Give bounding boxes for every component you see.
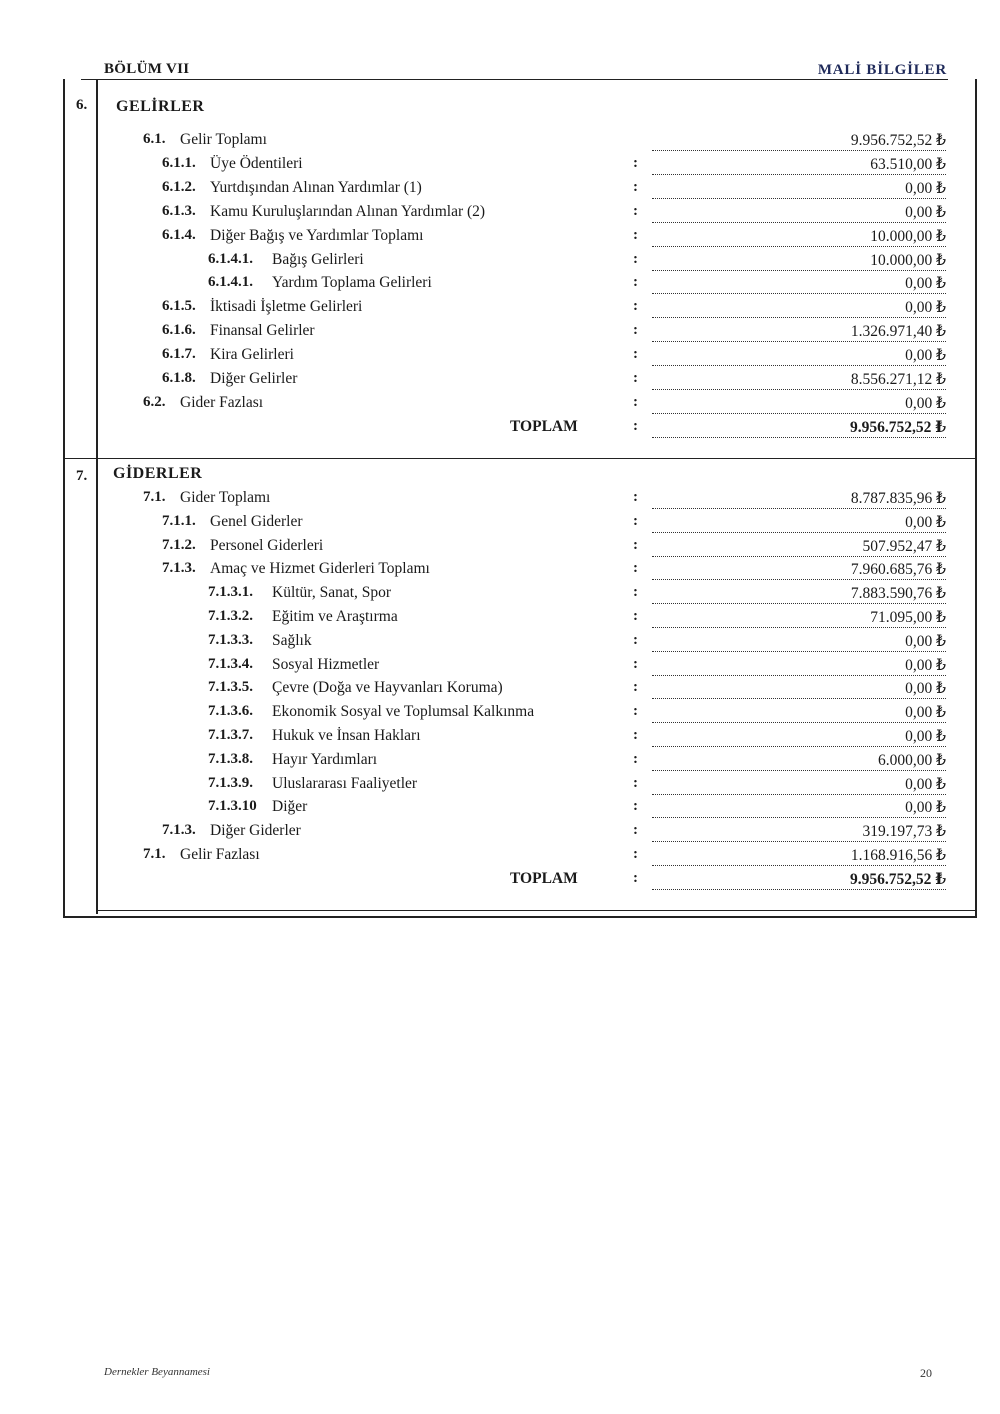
row-colon: : <box>633 417 638 434</box>
row-colon: : <box>633 202 638 219</box>
table-row <box>0 131 1000 153</box>
row-colon: : <box>633 846 638 862</box>
row-code: 7.1. <box>143 489 166 505</box>
table-row <box>0 394 1000 416</box>
row-code: 7.1.3.7. <box>208 727 253 743</box>
row-value: 1.168.916,56 ₺ <box>652 846 946 866</box>
total-value: 9.956.752,52 ₺ <box>652 870 946 890</box>
table-row <box>0 656 1000 678</box>
row-label: Diğer Bağış ve Yardımlar Toplamı <box>210 226 424 244</box>
total-value: 9.956.752,52 ₺ <box>652 418 946 438</box>
table-row <box>0 203 1000 225</box>
row-label: Diğer <box>272 798 308 816</box>
table-row <box>0 608 1000 630</box>
row-value: 0,00 ₺ <box>652 346 946 366</box>
row-value: 0,00 ₺ <box>652 179 946 199</box>
row-value: 0,00 ₺ <box>652 513 946 533</box>
row-colon: : <box>633 774 638 791</box>
row-colon: : <box>633 298 638 315</box>
table-row <box>0 798 1000 820</box>
row-label: Gelir Toplamı <box>180 131 267 148</box>
inner-bottom-rule <box>96 910 975 911</box>
table-row <box>0 513 1000 535</box>
row-code: 7.1.2. <box>162 536 196 553</box>
row-code: 6.1. <box>143 131 166 147</box>
row-code: 7.1.3.1. <box>208 584 253 601</box>
row-colon: : <box>633 154 638 171</box>
total-row <box>0 418 1000 440</box>
row-label: Yurtdışından Alınan Yardımlar (1) <box>210 178 422 196</box>
table-row <box>0 251 1000 273</box>
row-value: 0,00 ₺ <box>652 798 946 818</box>
row-colon: : <box>633 822 638 839</box>
table-row <box>0 155 1000 177</box>
row-value: 0,00 ₺ <box>652 274 946 294</box>
table-row <box>0 679 1000 701</box>
row-code: 7.1.3. <box>162 560 196 577</box>
total-label: TOPLAM <box>510 869 578 887</box>
row-label: Hayır Yardımları <box>272 750 378 768</box>
row-value: 0,00 ₺ <box>652 394 946 414</box>
row-value: 71.095,00 ₺ <box>652 608 946 628</box>
table-row <box>0 274 1000 296</box>
row-value: 1.326.971,40 ₺ <box>652 322 946 342</box>
row-colon: : <box>633 250 638 267</box>
row-value: 0,00 ₺ <box>652 656 946 676</box>
gelirler-title: GELİRLER <box>116 98 205 115</box>
table-row <box>0 584 1000 606</box>
table-row <box>0 775 1000 797</box>
row-code: 6.1.1. <box>162 154 196 171</box>
row-label: Yardım Toplama Gelirleri <box>272 274 432 292</box>
row-colon: : <box>633 798 638 815</box>
row-code: 6.1.3. <box>162 202 196 219</box>
row-code: 6.1.5. <box>162 298 196 315</box>
table-row <box>0 822 1000 844</box>
row-value: 0,00 ₺ <box>652 203 946 223</box>
row-label: Eğitim ve Araştırma <box>272 608 398 625</box>
row-label: Diğer Gelirler <box>210 370 298 387</box>
row-code: 6.2. <box>143 393 166 410</box>
row-code: 6.1.7. <box>162 346 196 363</box>
table-row <box>0 489 1000 511</box>
header-title: MALİ BİLGİLER <box>817 62 947 78</box>
row-code: 7.1.3.4. <box>208 655 253 672</box>
giderler-title: GİDERLER <box>113 465 203 482</box>
row-colon: : <box>633 608 638 624</box>
row-label: Ekonomik Sosyal ve Toplumsal Kalkınma <box>272 703 535 721</box>
row-value: 0,00 ₺ <box>652 703 946 723</box>
row-label: Hukuk ve İnsan Hakları <box>272 727 421 744</box>
row-label: Gider Fazlası <box>180 393 264 411</box>
row-code: 7.1. <box>143 846 166 862</box>
row-value: 63.510,00 ₺ <box>652 155 946 175</box>
row-label: Gider Toplamı <box>180 489 271 506</box>
row-colon: : <box>633 370 638 386</box>
row-colon: : <box>633 536 638 553</box>
row-colon: : <box>633 322 638 339</box>
row-value: 9.956.752,52 ₺ <box>652 131 946 151</box>
table-row <box>0 179 1000 201</box>
row-colon: : <box>633 631 638 648</box>
row-label: Sosyal Hizmetler <box>272 655 380 673</box>
row-value: 6.000,00 ₺ <box>652 751 946 771</box>
row-colon: : <box>633 727 638 743</box>
header-section: BÖLÜM VII <box>104 61 190 77</box>
row-code: 6.1.4. <box>162 226 196 243</box>
row-value: 0,00 ₺ <box>652 775 946 795</box>
row-colon: : <box>633 512 638 529</box>
row-label: Personel Giderleri <box>210 536 324 554</box>
row-code: 7.1.3.10 <box>208 798 257 815</box>
row-code: 6.1.4.1. <box>208 250 253 267</box>
row-value: 10.000,00 ₺ <box>652 227 946 247</box>
table-row <box>0 370 1000 392</box>
row-value: 8.556.271,12 ₺ <box>652 370 946 390</box>
row-code: 7.1.3. <box>162 822 196 839</box>
row-colon: : <box>633 178 638 195</box>
row-label: Sağlık <box>272 631 312 649</box>
row-code: 7.1.1. <box>162 512 196 529</box>
gelirler-number: 6. <box>76 97 88 113</box>
total-label: TOPLAM <box>510 417 578 435</box>
table-row <box>0 727 1000 749</box>
row-code: 6.1.8. <box>162 370 196 386</box>
row-label: Amaç ve Hizmet Giderleri Toplamı <box>210 560 430 578</box>
row-label: İktisadi İşletme Gelirleri <box>210 298 363 316</box>
row-label: Diğer Giderler <box>210 822 301 840</box>
row-label: Çevre (Doğa ve Hayvanları Koruma) <box>272 679 503 697</box>
table-row <box>0 227 1000 249</box>
row-value: 8.787.835,96 ₺ <box>652 489 946 509</box>
row-label: Finansal Gelirler <box>210 322 315 340</box>
section-divider <box>63 458 977 459</box>
row-label: Bağış Gelirleri <box>272 250 364 268</box>
row-colon: : <box>633 346 638 363</box>
row-value: 0,00 ₺ <box>652 727 946 747</box>
row-value: 10.000,00 ₺ <box>652 251 946 271</box>
table-row <box>0 632 1000 654</box>
row-colon: : <box>633 750 638 767</box>
row-label: Uluslararası Faaliyetler <box>272 774 418 792</box>
table-row <box>0 537 1000 559</box>
row-colon: : <box>633 655 638 672</box>
row-code: 7.1.3.9. <box>208 774 253 791</box>
row-value: 7.883.590,76 ₺ <box>652 584 946 604</box>
row-colon: : <box>633 703 638 720</box>
row-colon: : <box>633 274 638 291</box>
row-value: 0,00 ₺ <box>652 632 946 652</box>
table-row <box>0 322 1000 344</box>
row-code: 6.1.2. <box>162 178 196 195</box>
row-colon: : <box>633 584 638 601</box>
row-code: 7.1.3.8. <box>208 750 253 767</box>
row-label: Kültür, Sanat, Spor <box>272 584 392 602</box>
row-value: 319.197,73 ₺ <box>652 822 946 842</box>
footer-document-name: Dernekler Beyannamesi <box>104 1366 210 1378</box>
row-code: 7.1.3.2. <box>208 608 253 624</box>
table-row <box>0 751 1000 773</box>
row-code: 6.1.4.1. <box>208 274 253 291</box>
table-row <box>0 703 1000 725</box>
row-colon: : <box>633 560 638 577</box>
row-value: 507.952,47 ₺ <box>652 537 946 557</box>
table-row <box>0 346 1000 368</box>
row-label: Gelir Fazlası <box>180 846 260 863</box>
row-value: 7.960.685,76 ₺ <box>652 560 946 580</box>
row-value: 0,00 ₺ <box>652 679 946 699</box>
row-colon: : <box>633 869 638 886</box>
table-row <box>0 846 1000 868</box>
row-colon: : <box>633 489 638 505</box>
row-label: Üye Ödentileri <box>210 154 303 172</box>
row-colon: : <box>633 679 638 696</box>
row-colon: : <box>633 393 638 410</box>
row-label: Genel Giderler <box>210 512 303 530</box>
row-label: Kamu Kuruluşlarından Alınan Yardımlar (2) <box>210 202 486 220</box>
table-row <box>0 560 1000 582</box>
row-colon: : <box>633 226 638 243</box>
row-code: 7.1.3.3. <box>208 631 253 648</box>
row-code: 6.1.6. <box>162 322 196 339</box>
row-label: Kira Gelirleri <box>210 346 294 364</box>
giderler-number: 7. <box>76 468 88 484</box>
row-code: 7.1.3.6. <box>208 703 253 720</box>
row-code: 7.1.3.5. <box>208 679 253 696</box>
page-number: 20 <box>920 1366 932 1380</box>
total-row <box>0 870 1000 892</box>
row-value: 0,00 ₺ <box>652 298 946 318</box>
table-row <box>0 298 1000 320</box>
